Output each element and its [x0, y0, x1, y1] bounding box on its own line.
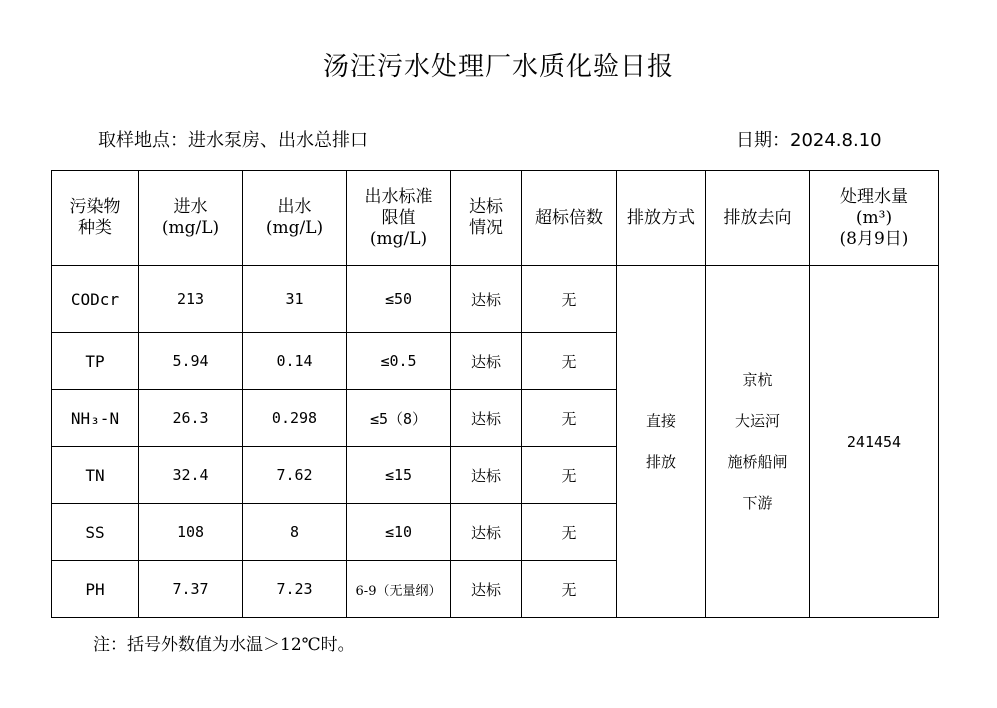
status-cell: 达标: [451, 504, 522, 561]
sampling-location: 取样地点：进水泵房、出水总排口: [98, 130, 368, 151]
outflow-cell: 31: [243, 266, 347, 333]
pollutant-cell: TP: [52, 333, 139, 390]
status-cell: 达标: [451, 333, 522, 390]
header-volume: 处理水量 (m³) (8月9日): [810, 171, 939, 266]
outflow-cell: 0.14: [243, 333, 347, 390]
header-compliance: 达标 情况: [451, 171, 522, 266]
inflow-cell: 5.94: [139, 333, 243, 390]
pollutant-cell: NH₃-N: [52, 390, 139, 447]
standard-cell: ≤15: [347, 447, 451, 504]
standard-cell: ≤50: [347, 266, 451, 333]
inflow-cell: 213: [139, 266, 243, 333]
header-standard: 出水标准 限值 (mg/L): [347, 171, 451, 266]
inflow-cell: 108: [139, 504, 243, 561]
standard-cell: 6-9（无量纲）: [347, 561, 451, 618]
pollutant-cell: SS: [52, 504, 139, 561]
status-cell: 达标: [451, 447, 522, 504]
report-date: 日期：2024.8.10: [736, 130, 882, 151]
standard-cell: ≤10: [347, 504, 451, 561]
status-cell: 达标: [451, 561, 522, 618]
header-discharge-dest: 排放去向: [706, 171, 810, 266]
volume-cell: 241454: [810, 266, 939, 618]
exceed-cell: 无: [522, 266, 617, 333]
status-cell: 达标: [451, 390, 522, 447]
exceed-cell: 无: [522, 504, 617, 561]
discharge-dest-cell: 京杭 大运河 施桥船闸 下游: [706, 266, 810, 618]
header-row: [52, 171, 939, 266]
standard-cell: ≤0.5: [347, 333, 451, 390]
pollutant-cell: CODcr: [52, 266, 139, 333]
status-cell: 达标: [451, 266, 522, 333]
exceed-cell: 无: [522, 333, 617, 390]
table-row: [52, 266, 939, 333]
inflow-cell: 7.37: [139, 561, 243, 618]
header-exceed: 超标倍数: [522, 171, 617, 266]
footnote: 注：括号外数值为水温＞12℃时。: [93, 635, 355, 655]
header-discharge-method: 排放方式: [617, 171, 706, 266]
outflow-cell: 8: [243, 504, 347, 561]
header-outflow: 出水 (mg/L): [243, 171, 347, 266]
pollutant-cell: PH: [52, 561, 139, 618]
exceed-cell: 无: [522, 390, 617, 447]
header-pollutant: 污染物 种类: [52, 171, 139, 266]
exceed-cell: 无: [522, 561, 617, 618]
inflow-cell: 32.4: [139, 447, 243, 504]
outflow-cell: 7.62: [243, 447, 347, 504]
outflow-cell: 0.298: [243, 390, 347, 447]
water-quality-table: [51, 170, 939, 618]
header-inflow: 进水 (mg/L): [139, 171, 243, 266]
discharge-method-cell: 直接 排放: [617, 266, 706, 618]
exceed-cell: 无: [522, 447, 617, 504]
outflow-cell: 7.23: [243, 561, 347, 618]
report-title: 汤汪污水处理厂水质化验日报: [322, 52, 674, 82]
inflow-cell: 26.3: [139, 390, 243, 447]
pollutant-cell: TN: [52, 447, 139, 504]
standard-cell: ≤5（8）: [347, 390, 451, 447]
